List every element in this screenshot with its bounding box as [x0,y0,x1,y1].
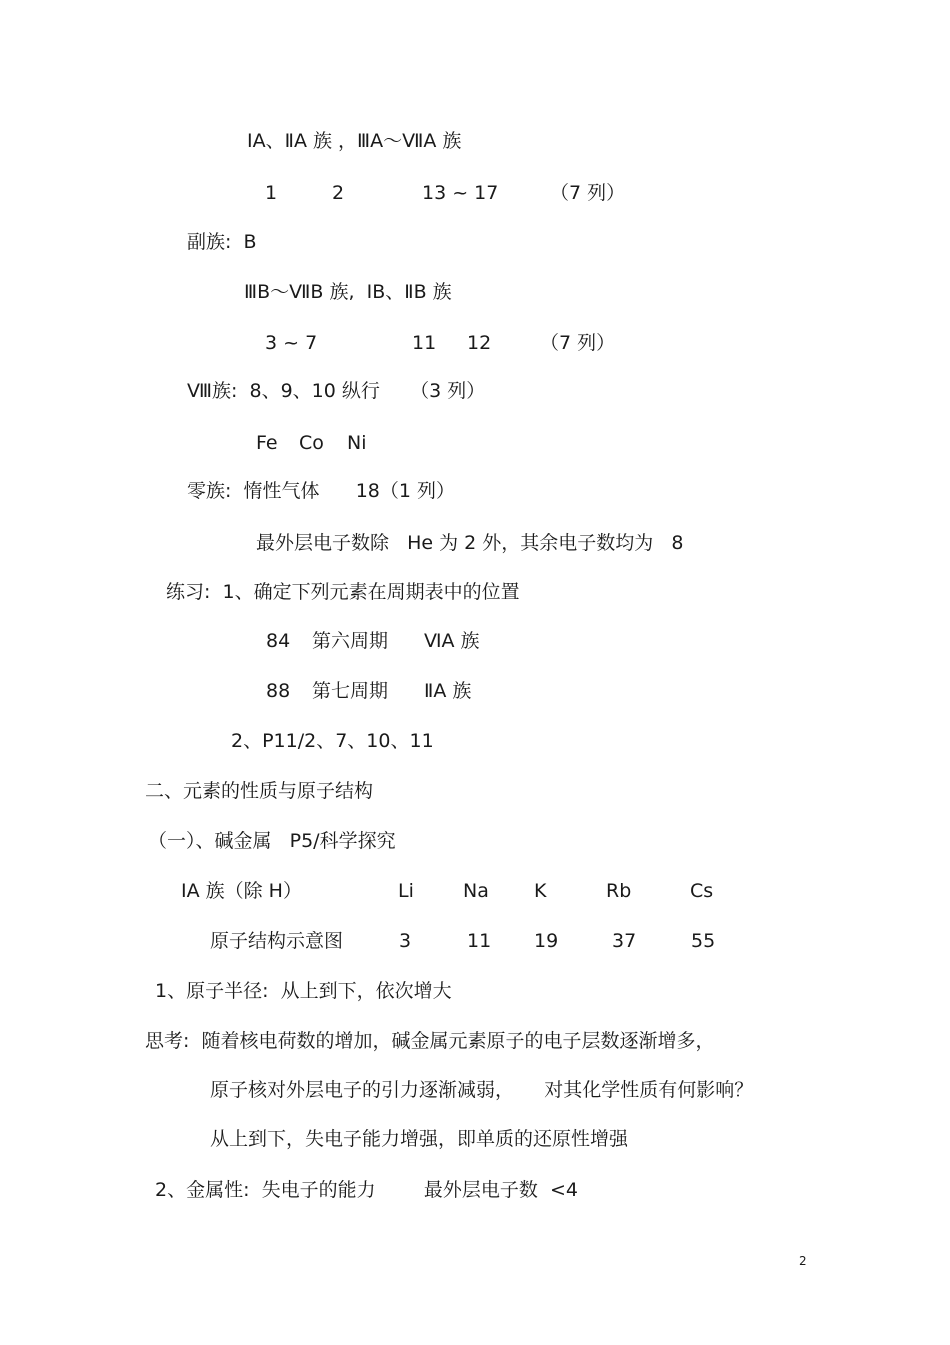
element-symbol: Ni [347,432,367,454]
exercise-2-line: 2、P11/2、7、10、11 [231,730,434,752]
exercise-line: 练习: 1、确定下列元素在周期表中的位置 [166,581,520,603]
think-line-2: 原子核对外层电子的引力逐渐减弱， 对其化学性质有何影响？ [210,1079,754,1101]
column-number: 2 [332,182,345,204]
element-symbol: Fe [256,432,278,454]
zero-group-line: 零族: 惰性气体 18（1 列） [187,480,456,502]
atomic-number: 11 [467,930,492,952]
table-row-label: ⅠA 族（除 H） [181,880,302,902]
element-symbol: Co [299,432,324,454]
element-symbol: Rb [606,880,632,902]
think-line: 思考: 随着核电荷数的增加，碱金属元素原子的电子层数逐渐增多， [145,1030,715,1052]
group8-line: Ⅷ族: 8、9、10 纵行 （3 列） [187,380,486,402]
column-count: （7 列） [550,182,626,204]
atomic-number: 84 [266,630,291,652]
period-label: 第七周期 [312,680,389,702]
column-range: 13 ~ 17 [422,182,499,204]
group-label: ⅡA 族 [424,680,472,702]
atomic-number: 37 [612,930,637,952]
element-symbol: Na [463,880,489,902]
metallic-line: 2、金属性: 失电子的能力 最外层电子数 <4 [155,1179,578,1201]
outer-electrons-line: 最外层电子数除 He 为 2 外，其余电子数均为 8 [256,532,684,554]
atomic-number: 3 [399,930,412,952]
b-groups-line: ⅢB～ⅦB 族, ⅠB、ⅡB 族 [244,281,452,303]
atomic-number: 19 [534,930,559,952]
think-line-3: 从上到下，失电子能力增强，即单质的还原性增强 [210,1128,629,1150]
column-range: 3 ~ 7 [265,332,318,354]
subgroup-line: 副族: B [187,231,257,253]
page-number: 2 [799,1254,807,1268]
period-label: 第六周期 [312,630,389,652]
subsection-heading: （一）、碱金属 P5/科学探究 [148,830,396,852]
element-symbol: Li [398,880,414,902]
radius-line: 1、原子半径: 从上到下，依次增大 [155,980,452,1002]
atomic-number: 88 [266,680,291,702]
column-number: 1 [265,182,278,204]
main-groups-line: ⅠA、ⅡA 族 ，ⅢA～ⅦA 族 [247,130,462,152]
group-label: ⅥA 族 [424,630,480,652]
column-number: 12 [467,332,492,354]
table-row-label: 原子结构示意图 [210,930,344,952]
section-heading: 二、元素的性质与原子结构 [145,780,374,802]
element-symbol: Cs [690,880,714,902]
element-symbol: K [534,880,547,902]
atomic-number: 55 [691,930,716,952]
column-number: 11 [412,332,437,354]
column-count: （7 列） [540,332,616,354]
